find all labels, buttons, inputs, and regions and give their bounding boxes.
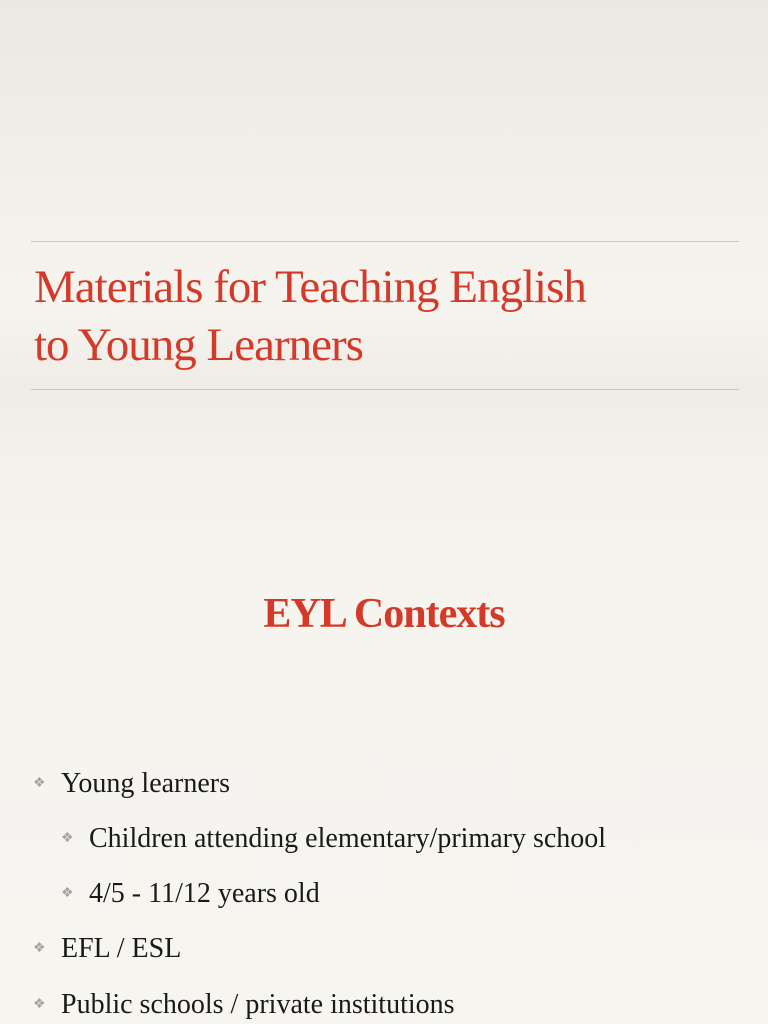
sub-bullet-item	[61, 821, 606, 857]
diamond-bullet-icon: ❖	[33, 997, 46, 1012]
diamond-bullet-icon: ❖	[61, 831, 74, 846]
slide-title-line-2: to Young Learners	[34, 319, 363, 371]
sub-bullet-item	[61, 876, 320, 912]
bullet-item	[33, 987, 455, 1023]
diamond-bullet-icon: ❖	[33, 941, 46, 956]
slide-title	[34, 258, 734, 374]
bullet-text: Young learners	[61, 768, 231, 799]
bullet-item	[33, 766, 230, 802]
bullet-text: 4/5 - 11/12 years old	[89, 878, 320, 909]
bullet-item	[33, 931, 181, 967]
slide-title-line-1: Materials for Teaching English	[34, 261, 586, 313]
bullet-text: EFL / ESL	[61, 933, 182, 964]
slide-heading: EYL Contexts	[263, 591, 505, 637]
contexts-slide	[0, 512, 768, 1024]
diamond-bullet-icon: ❖	[33, 776, 46, 791]
bullet-text: Public schools / private institutions	[61, 989, 455, 1020]
diamond-bullet-icon: ❖	[61, 886, 74, 901]
title-top-rule	[31, 241, 739, 242]
bullet-text: Children attending elementary/primary school	[89, 823, 607, 854]
title-bottom-rule	[31, 389, 739, 390]
